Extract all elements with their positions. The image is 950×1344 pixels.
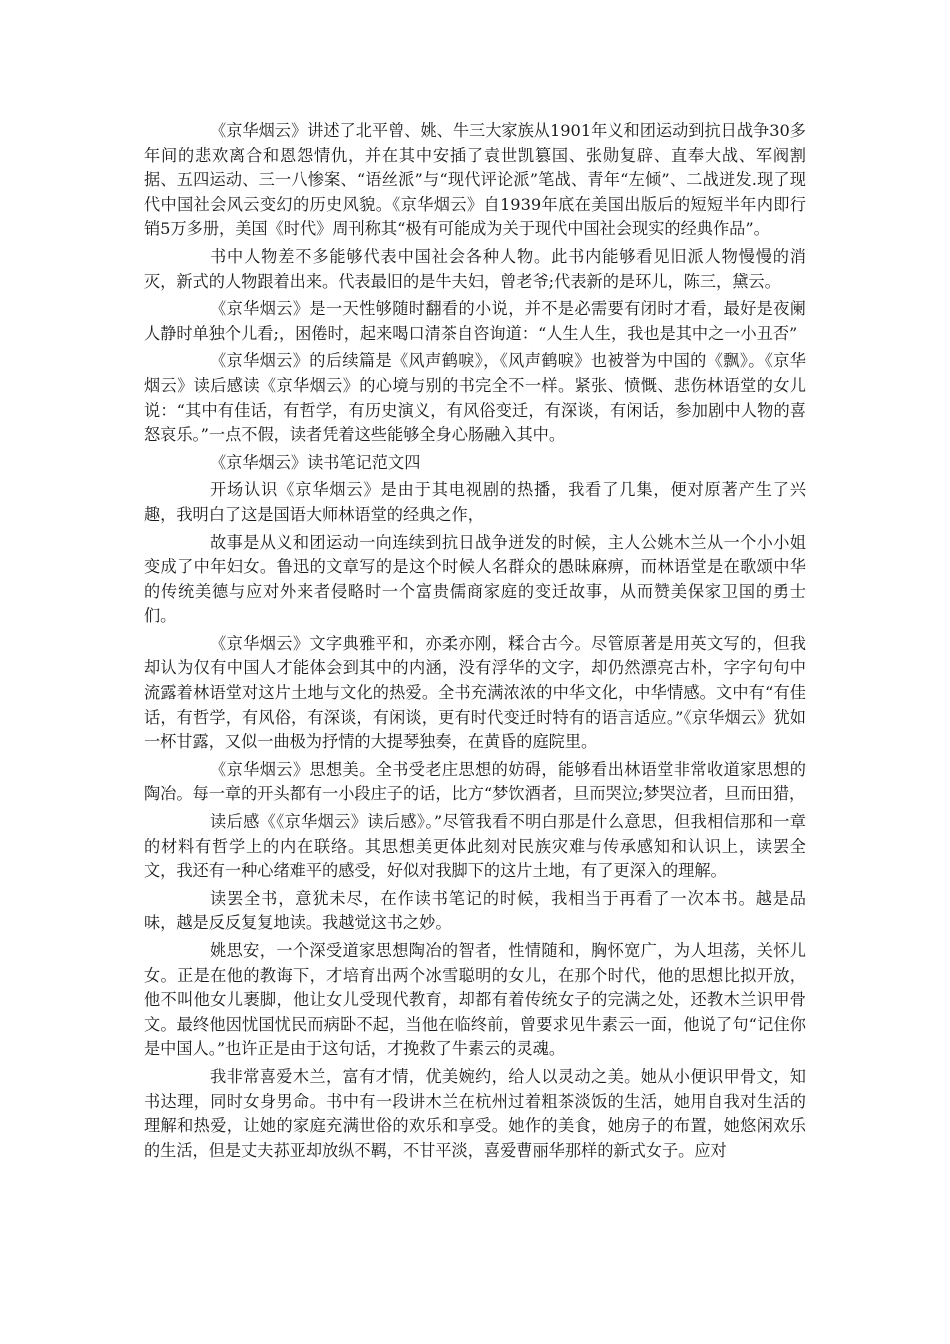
paragraph: 故事是从义和团运动一向连续到抗日战争迸发的时候，主人公姚木兰从一个小小姐变成了中年妇女。鲁迅的文章写的是这个时候人名群众的愚昧麻痹，而林语堂是在歌颂中华的传统美德与应对外来者侵略时一个富贵儒商家庭的变迁故事，从而赞美保家卫国的勇士们。 <box>144 532 806 626</box>
paragraph: 《京华烟云》思想美。全书受老庄思想的妨碍，能够看出林语堂非常收道家思想的陶冶。每一章的开头都有一小段庄子的话，比方“梦饮酒者，旦而哭泣;梦哭泣者，旦而田猎， <box>144 759 806 804</box>
document-body <box>144 119 806 1166</box>
paragraph: 读罢全书，意犹未尽，在作读书笔记的时候，我相当于再看了一次本书。越是品味，越是反反复复地读。我越觉这书之妙。 <box>144 888 806 933</box>
paragraph: 《京华烟云》是一天性够随时翻看的小说，并不是必需要有闭时才看，最好是夜阑人静时单独个儿看;，困倦时，起来喝口清茶自咨询道：“人生人生，我也是其中之一小丑否” <box>144 299 806 343</box>
section-heading: 《京华烟云》读书笔记范文四 <box>210 452 421 472</box>
paragraph: 开场认识《京华烟云》是由于其电视剧的热播，我看了几集，便对原著产生了兴趣，我明白了这是国语大师林语堂的经典之作， <box>144 480 806 524</box>
paragraph: 姚思安，一个深受道家思想陶冶的智者，性情随和，胸怀宽广，为人坦荡，关怀儿女。正是在他的教诲下，才培育出两个冰雪聪明的女儿，在那个时代，他的思想比拟开放，他不叫他女儿裹脚，他让女儿受现代教育，却都有着传统女子的完满之处，还教木兰识甲骨文。最终他因忧国忧民而病卧不起，当他在临终前，曾要求见牛素云一面，他说了句“记住你是中国人。”也许正是由于这句话，才挽救了牛素云的灵魂。 <box>144 941 806 1059</box>
paragraph: 书中人物差不多能够代表中国社会各种人物。此书内能够看见旧派人物慢慢的消灭，新式的人物跟着出来。代表最旧的是牛夫妇，曾老爷;代表新的是环儿，陈三，黛云。 <box>144 246 806 291</box>
paragraph: 《京华烟云》的后续篇是《风声鹤唳》，《风声鹤唳》也被誉为中国的《飘》。《京华烟云》读后感读《京华烟云》的心境与别的书完全不一样。紧张、愤慨、悲伤林语堂的女儿说：“其中有佳话，有哲学，有历史演义，有风俗变迁，有深谈，有闲话，参加剧中人物的喜怒哀乐。”一点不假，读者凭着这些能够全身心肠融入其中。 <box>144 351 806 445</box>
paragraph: 《京华烟云》讲述了北平曾、姚、牛三大家族从1901年义和团运动到抗日战争30多年间的悲欢离合和恩怨情仇，并在其中安插了袁世凯篡国、张勋复辟、直奉大战、军阀割据、五四运动、三一八惨案、“语丝派”与“现代评论派”笔战、青年“左倾”、二战迸发.现了现代中国社会风云变幻的历史风貌。《京华烟云》自1939年底在美国出版后的短短半年内即行销5万多册，美国《时代》周刊称其“极有可能成为关于现代中国社会现实的经典作品”。 <box>144 121 806 239</box>
paragraph: 读后感《《京华烟云》读后感》。”尽管我看不明白那是什么意思，但我相信那和一章的材料有哲学上的内在联络。其思想美更体此刻对民族灾难与传承感知和认识上，读罢全文，我还有一种心绪难平的感受，好似对我脚下的这片土地，有了更深入的理解。 <box>144 812 806 881</box>
paragraph: 《京华烟云》文字典雅平和，亦柔亦刚，糅合古今。尽管原著是用英文写的，但我却认为仅有中国人才能体会到其中的内涵，没有浮华的文字，却仍然漂亮古朴，字字句句中流露着林语堂对这片土地与文化的热爱。全书充满浓浓的中华文化，中华情感。文中有“有佳话，有哲学，有风俗，有深谈，有闲谈，更有时代变迁时特有的语言适应。”《京华烟云》犹如一杯甘露，又似一曲极为抒情的大提琴独奏，在黄昏的庭院里。 <box>144 633 806 752</box>
paragraph: 我非常喜爱木兰，富有才情，优美婉约，给人以灵动之美。她从小便识甲骨文，知书达理，同时女身男命。书中有一段讲木兰在杭州过着粗茶淡饭的生活，她用自我对生活的理解和热爱，让她的家庭充满世俗的欢乐和享受。她作的美食，她房子的布置，她悠闲欢乐的生活，但是丈夫荪亚却放纵不羁，不甘平淡，喜爱曹丽华那样的新式女子。应对 <box>144 1066 806 1160</box>
